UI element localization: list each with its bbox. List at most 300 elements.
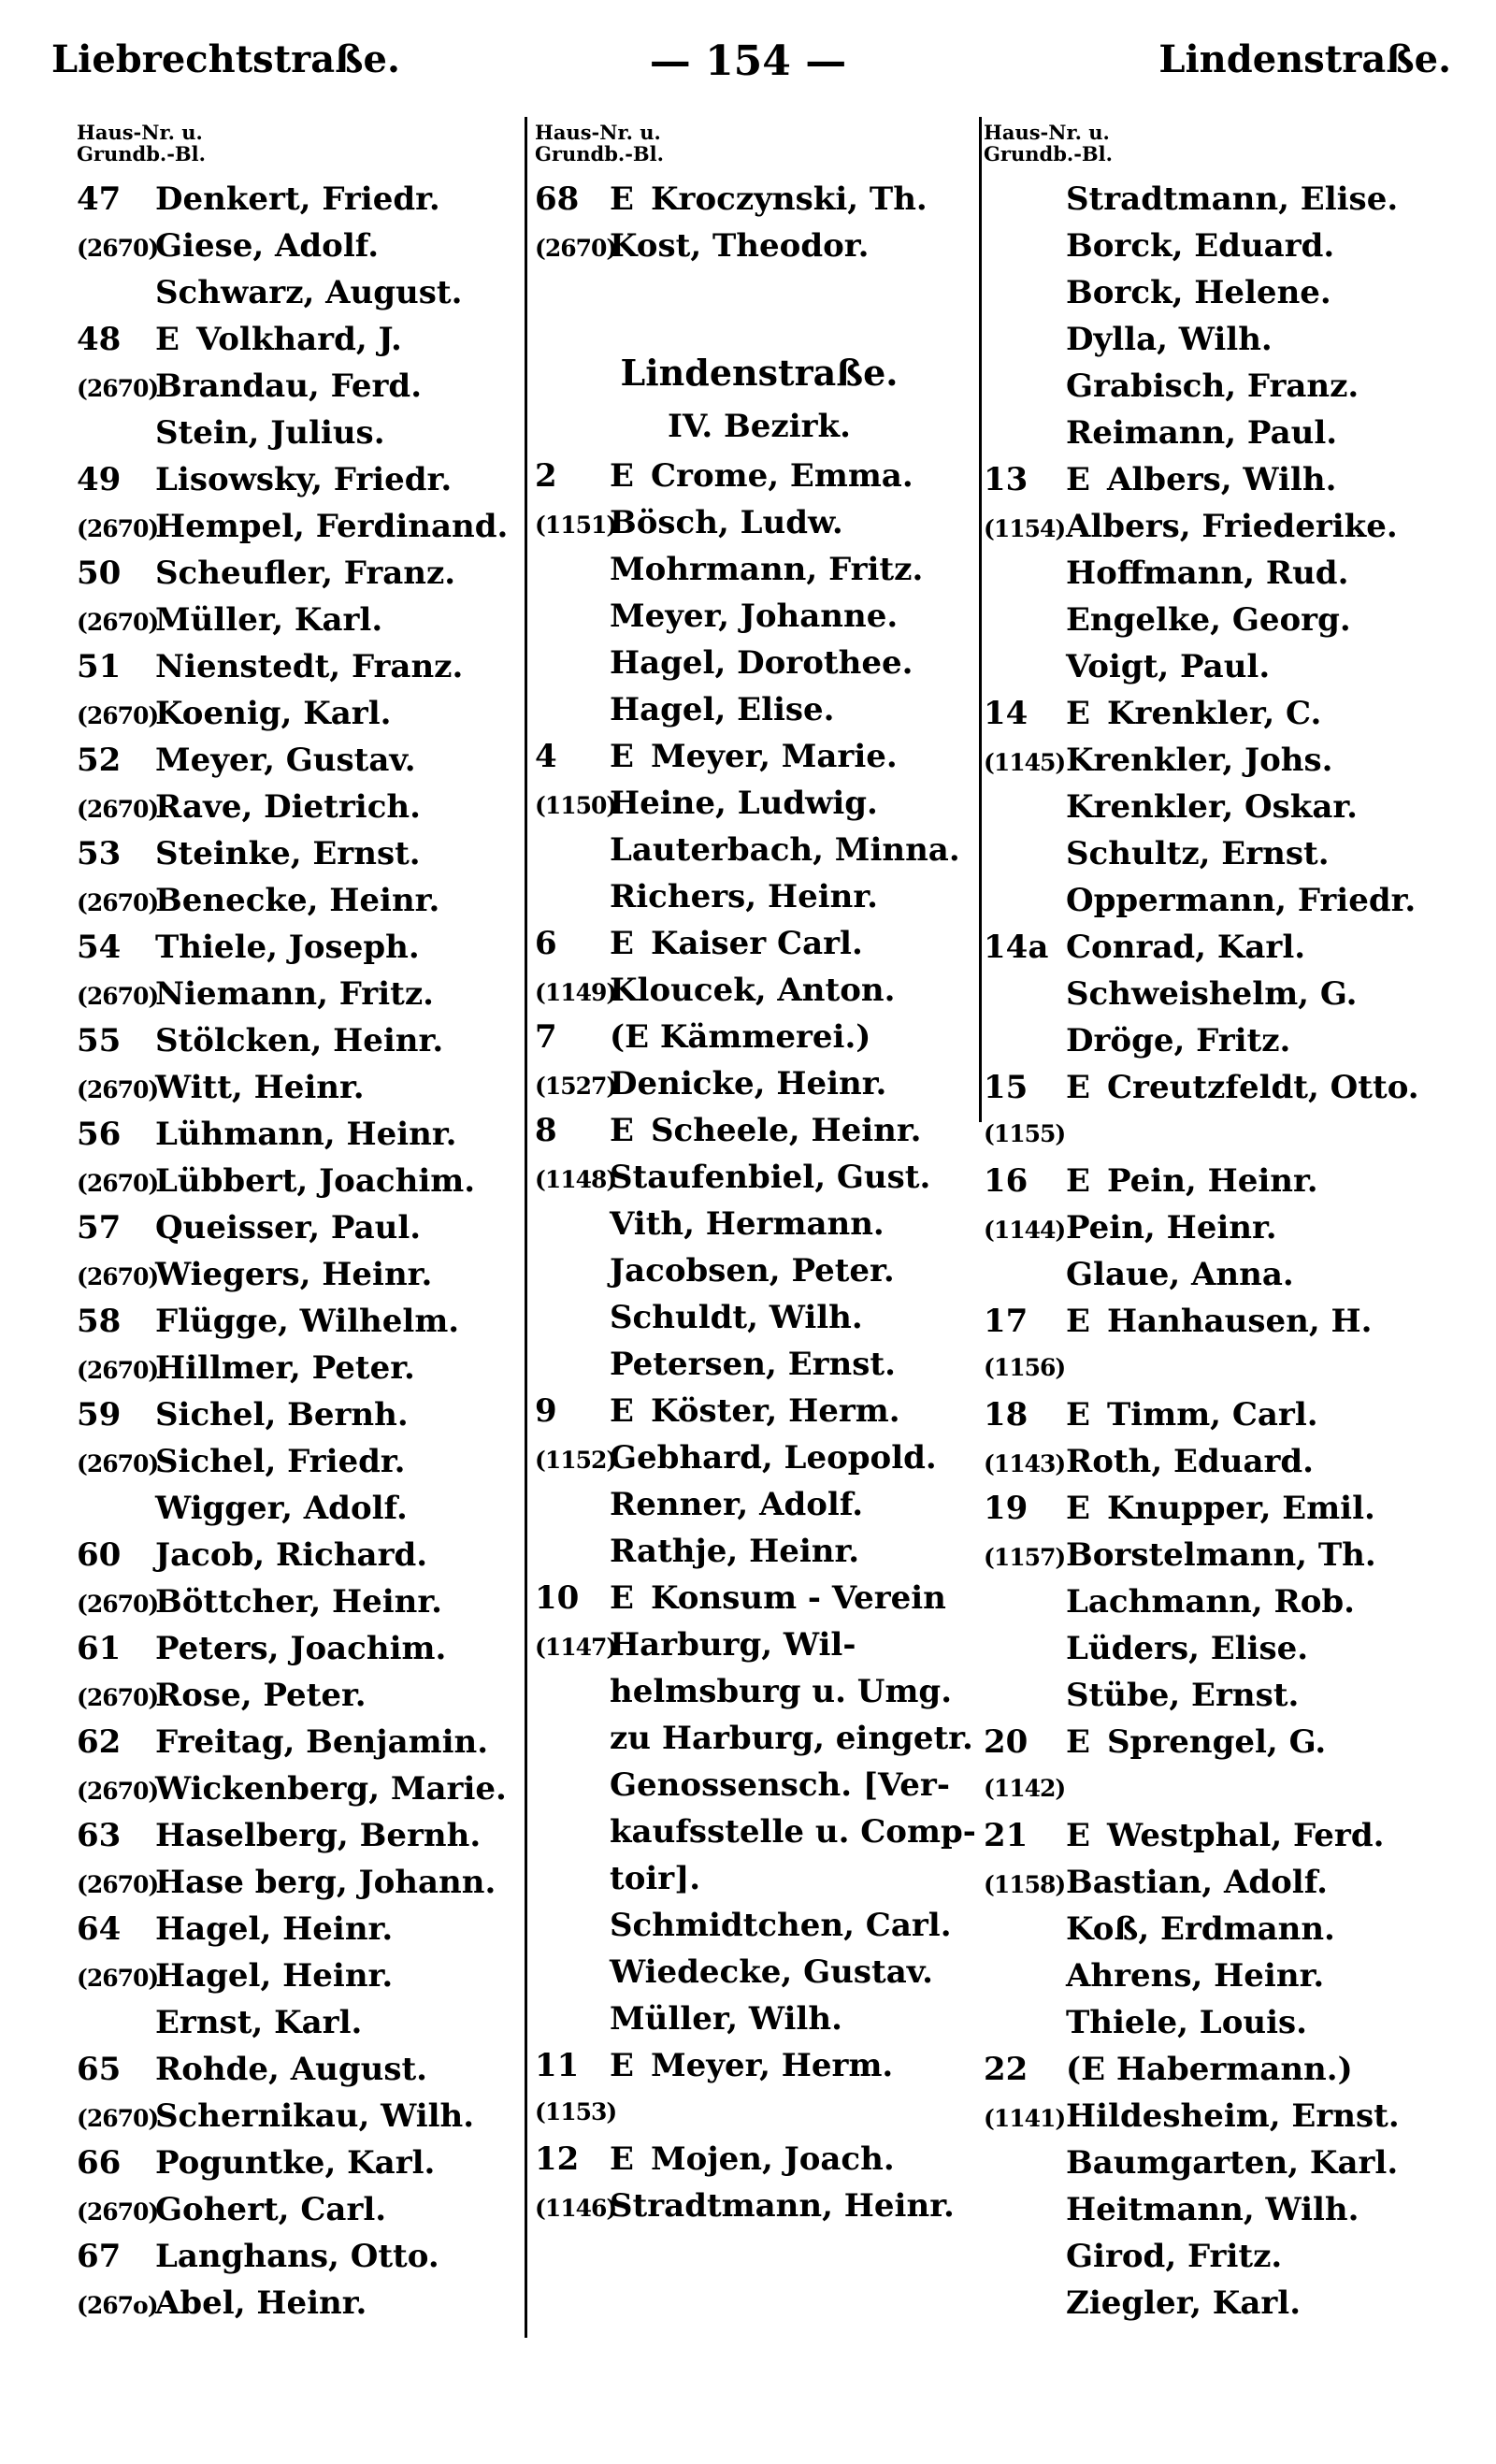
resident-name: Stölcken, Heinr. xyxy=(155,1022,444,1059)
directory-entry xyxy=(535,2183,984,2229)
directory-entry xyxy=(77,2233,535,2280)
owner-mark: E xyxy=(1066,1069,1090,1106)
house-number: (2670) xyxy=(77,983,159,1010)
resident-name: Schweishelm, G. xyxy=(1066,975,1358,1013)
directory-entry xyxy=(535,1528,984,1575)
resident-name: Wickenberg, Marie. xyxy=(155,1770,507,1808)
directory-entry xyxy=(535,1996,984,2042)
house-number: (2670) xyxy=(77,1684,159,1711)
resident-name: Nienstedt, Franz. xyxy=(155,648,464,685)
resident-name: Sichel, Friedr. xyxy=(155,1443,406,1480)
owner-mark: E xyxy=(1066,461,1090,498)
resident-name: Kaiser Carl. xyxy=(651,925,863,962)
directory-entry xyxy=(77,1952,535,1999)
house-number: 22 xyxy=(984,2051,1028,2088)
house-number: (1145) xyxy=(984,749,1066,776)
resident-name: Reimann, Paul. xyxy=(1066,414,1338,452)
directory-entry xyxy=(535,1575,984,1621)
resident-name: Schuldt, Wilh. xyxy=(610,1299,863,1336)
resident-name: Lübbert, Joachim. xyxy=(155,1162,476,1200)
directory-entry xyxy=(535,1762,984,1808)
directory-entry xyxy=(535,1247,984,1294)
house-number: 12 xyxy=(535,2140,580,2178)
house-number: (1151) xyxy=(535,512,617,539)
directory-entry xyxy=(77,690,535,737)
column-2 xyxy=(535,122,984,2229)
owner-mark: E xyxy=(1066,695,1090,732)
directory-entry xyxy=(535,546,984,593)
directory-entry xyxy=(77,1999,535,2046)
directory-entry xyxy=(77,1438,535,1485)
resident-name: Böttcher, Heinr. xyxy=(155,1583,443,1621)
resident-name: Genossensch. [Ver- xyxy=(610,1766,950,1804)
directory-entry xyxy=(535,686,984,733)
house-number: 47 xyxy=(77,180,122,218)
directory-entry xyxy=(984,1204,1465,1251)
directory-entry xyxy=(77,1485,535,1532)
directory-entry xyxy=(77,643,535,690)
house-number: (2670) xyxy=(77,889,159,916)
directory-entry xyxy=(77,1719,535,1765)
directory-entry xyxy=(535,920,984,967)
resident-name: Lisowsky, Friedr. xyxy=(155,461,453,498)
resident-name: Koß, Erdmann. xyxy=(1066,1910,1335,1948)
directory-entry xyxy=(984,550,1465,597)
resident-name: Hagel, Dorothee. xyxy=(610,644,913,682)
entry-list xyxy=(535,176,984,269)
column-header-line: Haus-Nr. u. xyxy=(535,121,661,144)
resident-name: Brandau, Ferd. xyxy=(155,367,423,405)
resident-name: Renner, Adolf. xyxy=(610,1486,864,1523)
resident-name: Hagel, Heinr. xyxy=(155,1910,394,1948)
directory-entry xyxy=(984,1158,1465,1204)
house-number: 7 xyxy=(535,1018,557,1056)
directory-entry xyxy=(77,1672,535,1719)
house-number: 8 xyxy=(535,1112,557,1149)
directory-entry xyxy=(77,2093,535,2140)
directory-entry xyxy=(984,1859,1465,1906)
directory-entry xyxy=(77,737,535,784)
house-number: 66 xyxy=(77,2144,122,2182)
directory-entry xyxy=(535,1621,984,1668)
directory-entry xyxy=(77,2186,535,2233)
directory-entry xyxy=(535,593,984,640)
directory-entry xyxy=(535,1060,984,1107)
house-number: 55 xyxy=(77,1022,122,1059)
directory-entry xyxy=(77,269,535,316)
house-number: (2670) xyxy=(77,1170,159,1197)
directory-entry xyxy=(535,1949,984,1996)
directory-entry xyxy=(984,1111,1465,1158)
directory-entry xyxy=(535,176,984,223)
directory-entry xyxy=(984,877,1465,924)
resident-name: Dröge, Fritz. xyxy=(1066,1022,1291,1059)
owner-mark: E xyxy=(1066,1723,1090,1761)
resident-name: Konsum - Verein xyxy=(651,1579,946,1617)
resident-name: Dylla, Wilh. xyxy=(1066,321,1273,358)
column-1 xyxy=(77,122,535,2327)
resident-name: zu Harburg, eingetr. xyxy=(610,1720,973,1757)
resident-name: Flügge, Wilhelm. xyxy=(155,1303,460,1340)
house-number: (1143) xyxy=(984,1450,1066,1477)
directory-entry xyxy=(77,1578,535,1625)
resident-name: Freitag, Benjamin. xyxy=(155,1723,489,1761)
directory-entry xyxy=(984,971,1465,1017)
directory-entry xyxy=(77,363,535,410)
directory-entry xyxy=(984,1578,1465,1625)
directory-entry xyxy=(984,1485,1465,1532)
directory-entry xyxy=(984,2233,1465,2280)
directory-entry xyxy=(535,1855,984,1902)
directory-entry xyxy=(77,784,535,830)
directory-entry xyxy=(535,1201,984,1247)
house-number: (2670) xyxy=(77,1965,159,1992)
directory-entry xyxy=(984,1999,1465,2046)
resident-name: Haselberg, Bernh. xyxy=(155,1817,482,1854)
directory-entry xyxy=(984,643,1465,690)
owner-mark: E xyxy=(1066,1490,1090,1527)
directory-entry xyxy=(535,2089,984,2136)
directory-entry xyxy=(77,1064,535,1111)
directory-entry xyxy=(535,873,984,920)
resident-name: Borstelmann, Th. xyxy=(1066,1536,1376,1574)
directory-entry xyxy=(77,1765,535,1812)
column-header-line: Haus-Nr. u. xyxy=(984,121,1110,144)
resident-name: Hagel, Elise. xyxy=(610,691,835,728)
directory-entry xyxy=(984,690,1465,737)
house-number: (2670) xyxy=(77,609,159,636)
directory-entry xyxy=(984,1906,1465,1952)
directory-entry xyxy=(984,1532,1465,1578)
resident-name: Krenkler, Oskar. xyxy=(1066,788,1359,826)
resident-name: toir]. xyxy=(610,1860,701,1897)
directory-entry xyxy=(77,1298,535,1345)
resident-name: Volkhard, J. xyxy=(196,321,402,358)
resident-name: Jacobsen, Peter. xyxy=(610,1252,895,1290)
resident-name: Mohrmann, Fritz. xyxy=(610,551,924,588)
directory-entry xyxy=(77,2046,535,2093)
directory-entry xyxy=(984,2280,1465,2327)
house-number: 67 xyxy=(77,2238,122,2275)
resident-name: Abel, Heinr. xyxy=(155,2284,367,2322)
house-number: (1152) xyxy=(535,1447,617,1474)
resident-name: Hildesheim, Ernst. xyxy=(1066,2097,1400,2135)
house-number: 20 xyxy=(984,1723,1028,1761)
resident-name: (E Kämmerei.) xyxy=(610,1018,871,1056)
house-number: 15 xyxy=(984,1069,1028,1106)
house-number: 17 xyxy=(984,1303,1028,1340)
house-number: (267o) xyxy=(77,2292,158,2319)
house-number: (1153) xyxy=(535,2098,617,2125)
resident-name: Mojen, Joach. xyxy=(651,2140,895,2178)
directory-entry xyxy=(77,1111,535,1158)
resident-name: Queisser, Paul. xyxy=(155,1209,422,1246)
house-number: (2670) xyxy=(77,1076,159,1103)
house-number: (2670) xyxy=(77,235,159,262)
owner-mark: E xyxy=(610,2047,634,2084)
directory-entry xyxy=(984,1672,1465,1719)
owner-mark: E xyxy=(610,180,634,218)
resident-name: Denkert, Friedr. xyxy=(155,180,440,218)
house-number: 51 xyxy=(77,648,122,685)
directory-entry xyxy=(984,1391,1465,1438)
resident-name: Rathje, Heinr. xyxy=(610,1533,860,1570)
resident-name: Harburg, Wil- xyxy=(610,1626,856,1664)
resident-name: Glaue, Anna. xyxy=(1066,1256,1294,1293)
resident-name: Peters, Joachim. xyxy=(155,1630,447,1667)
column-header xyxy=(535,122,984,176)
directory-entry xyxy=(984,269,1465,316)
directory-entry xyxy=(984,503,1465,550)
directory-entry xyxy=(535,1014,984,1060)
house-number: (2670) xyxy=(77,1778,159,1805)
resident-name: Meyer, Herm. xyxy=(651,2047,894,2084)
entry-list xyxy=(984,176,1465,2327)
resident-name: Müller, Karl. xyxy=(155,601,383,639)
owner-mark: E xyxy=(610,1579,634,1617)
house-number: 19 xyxy=(984,1490,1028,1527)
resident-name: Kroczynski, Th. xyxy=(651,180,928,218)
column-header xyxy=(984,122,1465,176)
house-number: 13 xyxy=(984,461,1028,498)
house-number: (1527) xyxy=(535,1073,617,1100)
resident-name: Stein, Julius. xyxy=(155,414,385,452)
resident-name: Müller, Wilh. xyxy=(610,2000,842,2038)
directory-entry xyxy=(77,2140,535,2186)
resident-name: Kloucek, Anton. xyxy=(610,972,896,1009)
owner-mark: E xyxy=(610,738,634,775)
resident-name: Langhans, Otto. xyxy=(155,2238,439,2275)
resident-name: Thiele, Louis. xyxy=(1066,2004,1307,2041)
directory-entry xyxy=(77,1625,535,1672)
resident-name: Denicke, Heinr. xyxy=(610,1065,887,1102)
directory-entry xyxy=(984,1719,1465,1765)
directory-entry xyxy=(535,1481,984,1528)
directory-entry xyxy=(535,780,984,827)
house-number: 14a xyxy=(984,929,1049,966)
resident-name: Meyer, Marie. xyxy=(651,738,898,775)
house-number: (1149) xyxy=(535,979,617,1006)
resident-name: Borck, Eduard. xyxy=(1066,227,1335,265)
directory-entry xyxy=(535,223,984,269)
resident-name: Sprengel, G. xyxy=(1107,1723,1327,1761)
resident-name: Voigt, Paul. xyxy=(1066,648,1271,685)
house-number: (2670) xyxy=(77,1450,159,1477)
directory-entry xyxy=(77,1812,535,1859)
directory-entry xyxy=(535,640,984,686)
resident-name: Albers, Friederike. xyxy=(1066,508,1398,545)
house-number: (1142) xyxy=(984,1775,1066,1802)
house-number: 57 xyxy=(77,1209,122,1246)
directory-entry xyxy=(535,499,984,546)
resident-name: Wiegers, Heinr. xyxy=(155,1256,433,1293)
resident-name: Ahrens, Heinr. xyxy=(1066,1957,1325,1995)
resident-name: Lühmann, Heinr. xyxy=(155,1116,457,1153)
directory-entry xyxy=(984,1952,1465,1999)
directory-entry xyxy=(77,410,535,456)
resident-name: Köster, Herm. xyxy=(651,1392,900,1430)
entry-list xyxy=(535,453,984,2229)
house-number: (1141) xyxy=(984,2105,1066,2132)
directory-entry xyxy=(535,1107,984,1154)
resident-name: Rose, Peter. xyxy=(155,1677,367,1714)
directory-entry xyxy=(535,453,984,499)
house-number: (2670) xyxy=(77,1357,159,1384)
house-number: (1150) xyxy=(535,792,617,819)
owner-mark: E xyxy=(1066,1303,1090,1340)
resident-name: Gebhard, Leopold. xyxy=(610,1439,937,1477)
house-number: 58 xyxy=(77,1303,122,1340)
resident-name: Wiedecke, Gustav. xyxy=(610,1953,933,1991)
house-number: 21 xyxy=(984,1817,1028,1854)
directory-entry xyxy=(535,1154,984,1201)
resident-name: Schernikau, Wilh. xyxy=(155,2097,475,2135)
house-number: 52 xyxy=(77,742,122,779)
running-head-left: Liebrechtstraße. xyxy=(51,37,400,81)
house-number: 9 xyxy=(535,1392,557,1430)
resident-name: Hoffmann, Rud. xyxy=(1066,555,1349,592)
directory-entry xyxy=(77,1204,535,1251)
directory-entry xyxy=(77,1251,535,1298)
resident-name: kaufsstelle u. Comp- xyxy=(610,1813,976,1851)
resident-name: Conrad, Karl. xyxy=(1066,929,1306,966)
directory-entry xyxy=(77,924,535,971)
directory-entry xyxy=(984,924,1465,971)
owner-mark: E xyxy=(1066,1396,1090,1434)
owner-mark: E xyxy=(610,2140,634,2178)
house-number: 16 xyxy=(984,1162,1028,1200)
directory-entry xyxy=(77,1391,535,1438)
resident-name: Hillmer, Peter. xyxy=(155,1349,415,1387)
owner-mark: E xyxy=(1066,1817,1090,1854)
directory-entry xyxy=(77,316,535,363)
column-header-line: Grundb.-Bl. xyxy=(984,142,1113,166)
directory-entry xyxy=(535,733,984,780)
directory-entry xyxy=(535,2136,984,2183)
house-number: (1147) xyxy=(535,1634,617,1661)
house-number: 59 xyxy=(77,1396,122,1434)
directory-entry xyxy=(535,967,984,1014)
directory-entry xyxy=(535,1668,984,1715)
column-header-line: Grundb.-Bl. xyxy=(77,142,206,166)
directory-entry xyxy=(77,456,535,503)
directory-entry xyxy=(984,1765,1465,1812)
entry-list xyxy=(77,176,535,2327)
house-number: (1158) xyxy=(984,1871,1066,1898)
resident-name: Creutzfeldt, Otto. xyxy=(1107,1069,1419,1106)
directory-entry xyxy=(984,410,1465,456)
resident-name: Hempel, Ferdinand. xyxy=(155,508,509,545)
directory-entry xyxy=(984,223,1465,269)
owner-mark: E xyxy=(155,321,180,358)
house-number: (2670) xyxy=(77,1871,159,1898)
column-header xyxy=(77,122,535,176)
resident-name: Rohde, August. xyxy=(155,2051,428,2088)
resident-name: Meyer, Gustav. xyxy=(155,742,416,779)
directory-entry xyxy=(77,1017,535,1064)
page-number: — 154 — xyxy=(649,37,847,85)
house-number: (1154) xyxy=(984,515,1066,542)
directory-entry xyxy=(77,830,535,877)
resident-name: Kost, Theodor. xyxy=(610,227,870,265)
house-number: 62 xyxy=(77,1723,122,1761)
resident-name: Lauterbach, Minna. xyxy=(610,831,960,869)
resident-name: Poguntke, Karl. xyxy=(155,2144,436,2182)
resident-name: Heitmann, Wilh. xyxy=(1066,2191,1359,2228)
directory-entry xyxy=(984,1345,1465,1391)
resident-name: Gohert, Carl. xyxy=(155,2191,387,2228)
resident-name: Hase berg, Johann. xyxy=(155,1864,496,1901)
house-number: 54 xyxy=(77,929,122,966)
owner-mark: E xyxy=(610,1112,634,1149)
house-number: 56 xyxy=(77,1116,122,1153)
resident-name: Benecke, Heinr. xyxy=(155,882,440,919)
house-number: (2670) xyxy=(77,702,159,729)
house-number: 48 xyxy=(77,321,122,358)
directory-entry xyxy=(77,176,535,223)
directory-entry xyxy=(984,363,1465,410)
resident-name: helmsburg u. Umg. xyxy=(610,1673,953,1710)
resident-name: Westphal, Ferd. xyxy=(1107,1817,1385,1854)
resident-name: Baumgarten, Karl. xyxy=(1066,2144,1399,2182)
directory-entry xyxy=(984,1064,1465,1111)
resident-name: Jacob, Richard. xyxy=(155,1536,428,1574)
owner-mark: E xyxy=(610,1392,634,1430)
directory-entry xyxy=(984,1438,1465,1485)
house-number: 50 xyxy=(77,555,122,592)
resident-name: Oppermann, Friedr. xyxy=(1066,882,1417,919)
house-number: 53 xyxy=(77,835,122,872)
resident-name: Pein, Heinr. xyxy=(1107,1162,1318,1200)
directory-entry xyxy=(984,737,1465,784)
resident-name: Giese, Adolf. xyxy=(155,227,380,265)
directory-entry xyxy=(984,597,1465,643)
directory-entry xyxy=(535,1341,984,1388)
column-header-line: Grundb.-Bl. xyxy=(535,142,664,166)
house-number: 64 xyxy=(77,1910,122,1948)
owner-mark: E xyxy=(1066,1162,1090,1200)
directory-entry xyxy=(984,1017,1465,1064)
resident-name: Scheele, Heinr. xyxy=(651,1112,922,1149)
directory-entry xyxy=(77,597,535,643)
resident-name: Grabisch, Franz. xyxy=(1066,367,1359,405)
resident-name: Sichel, Bernh. xyxy=(155,1396,409,1434)
directory-entry xyxy=(984,2186,1465,2233)
resident-name: Girod, Fritz. xyxy=(1066,2238,1283,2275)
resident-name: Stübe, Ernst. xyxy=(1066,1677,1300,1714)
house-number: 18 xyxy=(984,1396,1028,1434)
resident-name: Schwarz, August. xyxy=(155,274,463,311)
directory-entry xyxy=(535,1808,984,1855)
house-number: (2670) xyxy=(77,1263,159,1290)
resident-name: Knupper, Emil. xyxy=(1107,1490,1375,1527)
house-number: (2670) xyxy=(535,235,617,262)
directory-entry xyxy=(77,550,535,597)
directory-entry xyxy=(984,316,1465,363)
resident-name: Lachmann, Rob. xyxy=(1066,1583,1356,1621)
resident-name: Heine, Ludwig. xyxy=(610,785,878,822)
resident-name: Thiele, Joseph. xyxy=(155,929,420,966)
house-number: 61 xyxy=(77,1630,122,1667)
resident-name: Roth, Eduard. xyxy=(1066,1443,1314,1480)
directory-entry xyxy=(77,223,535,269)
house-number: 11 xyxy=(535,2047,580,2084)
directory-entry xyxy=(535,2042,984,2089)
house-number: (2670) xyxy=(77,2105,159,2132)
house-number: (1155) xyxy=(984,1120,1066,1147)
resident-name: (E Habermann.) xyxy=(1066,2051,1353,2088)
section-title: Lindenstraße. xyxy=(620,352,899,394)
